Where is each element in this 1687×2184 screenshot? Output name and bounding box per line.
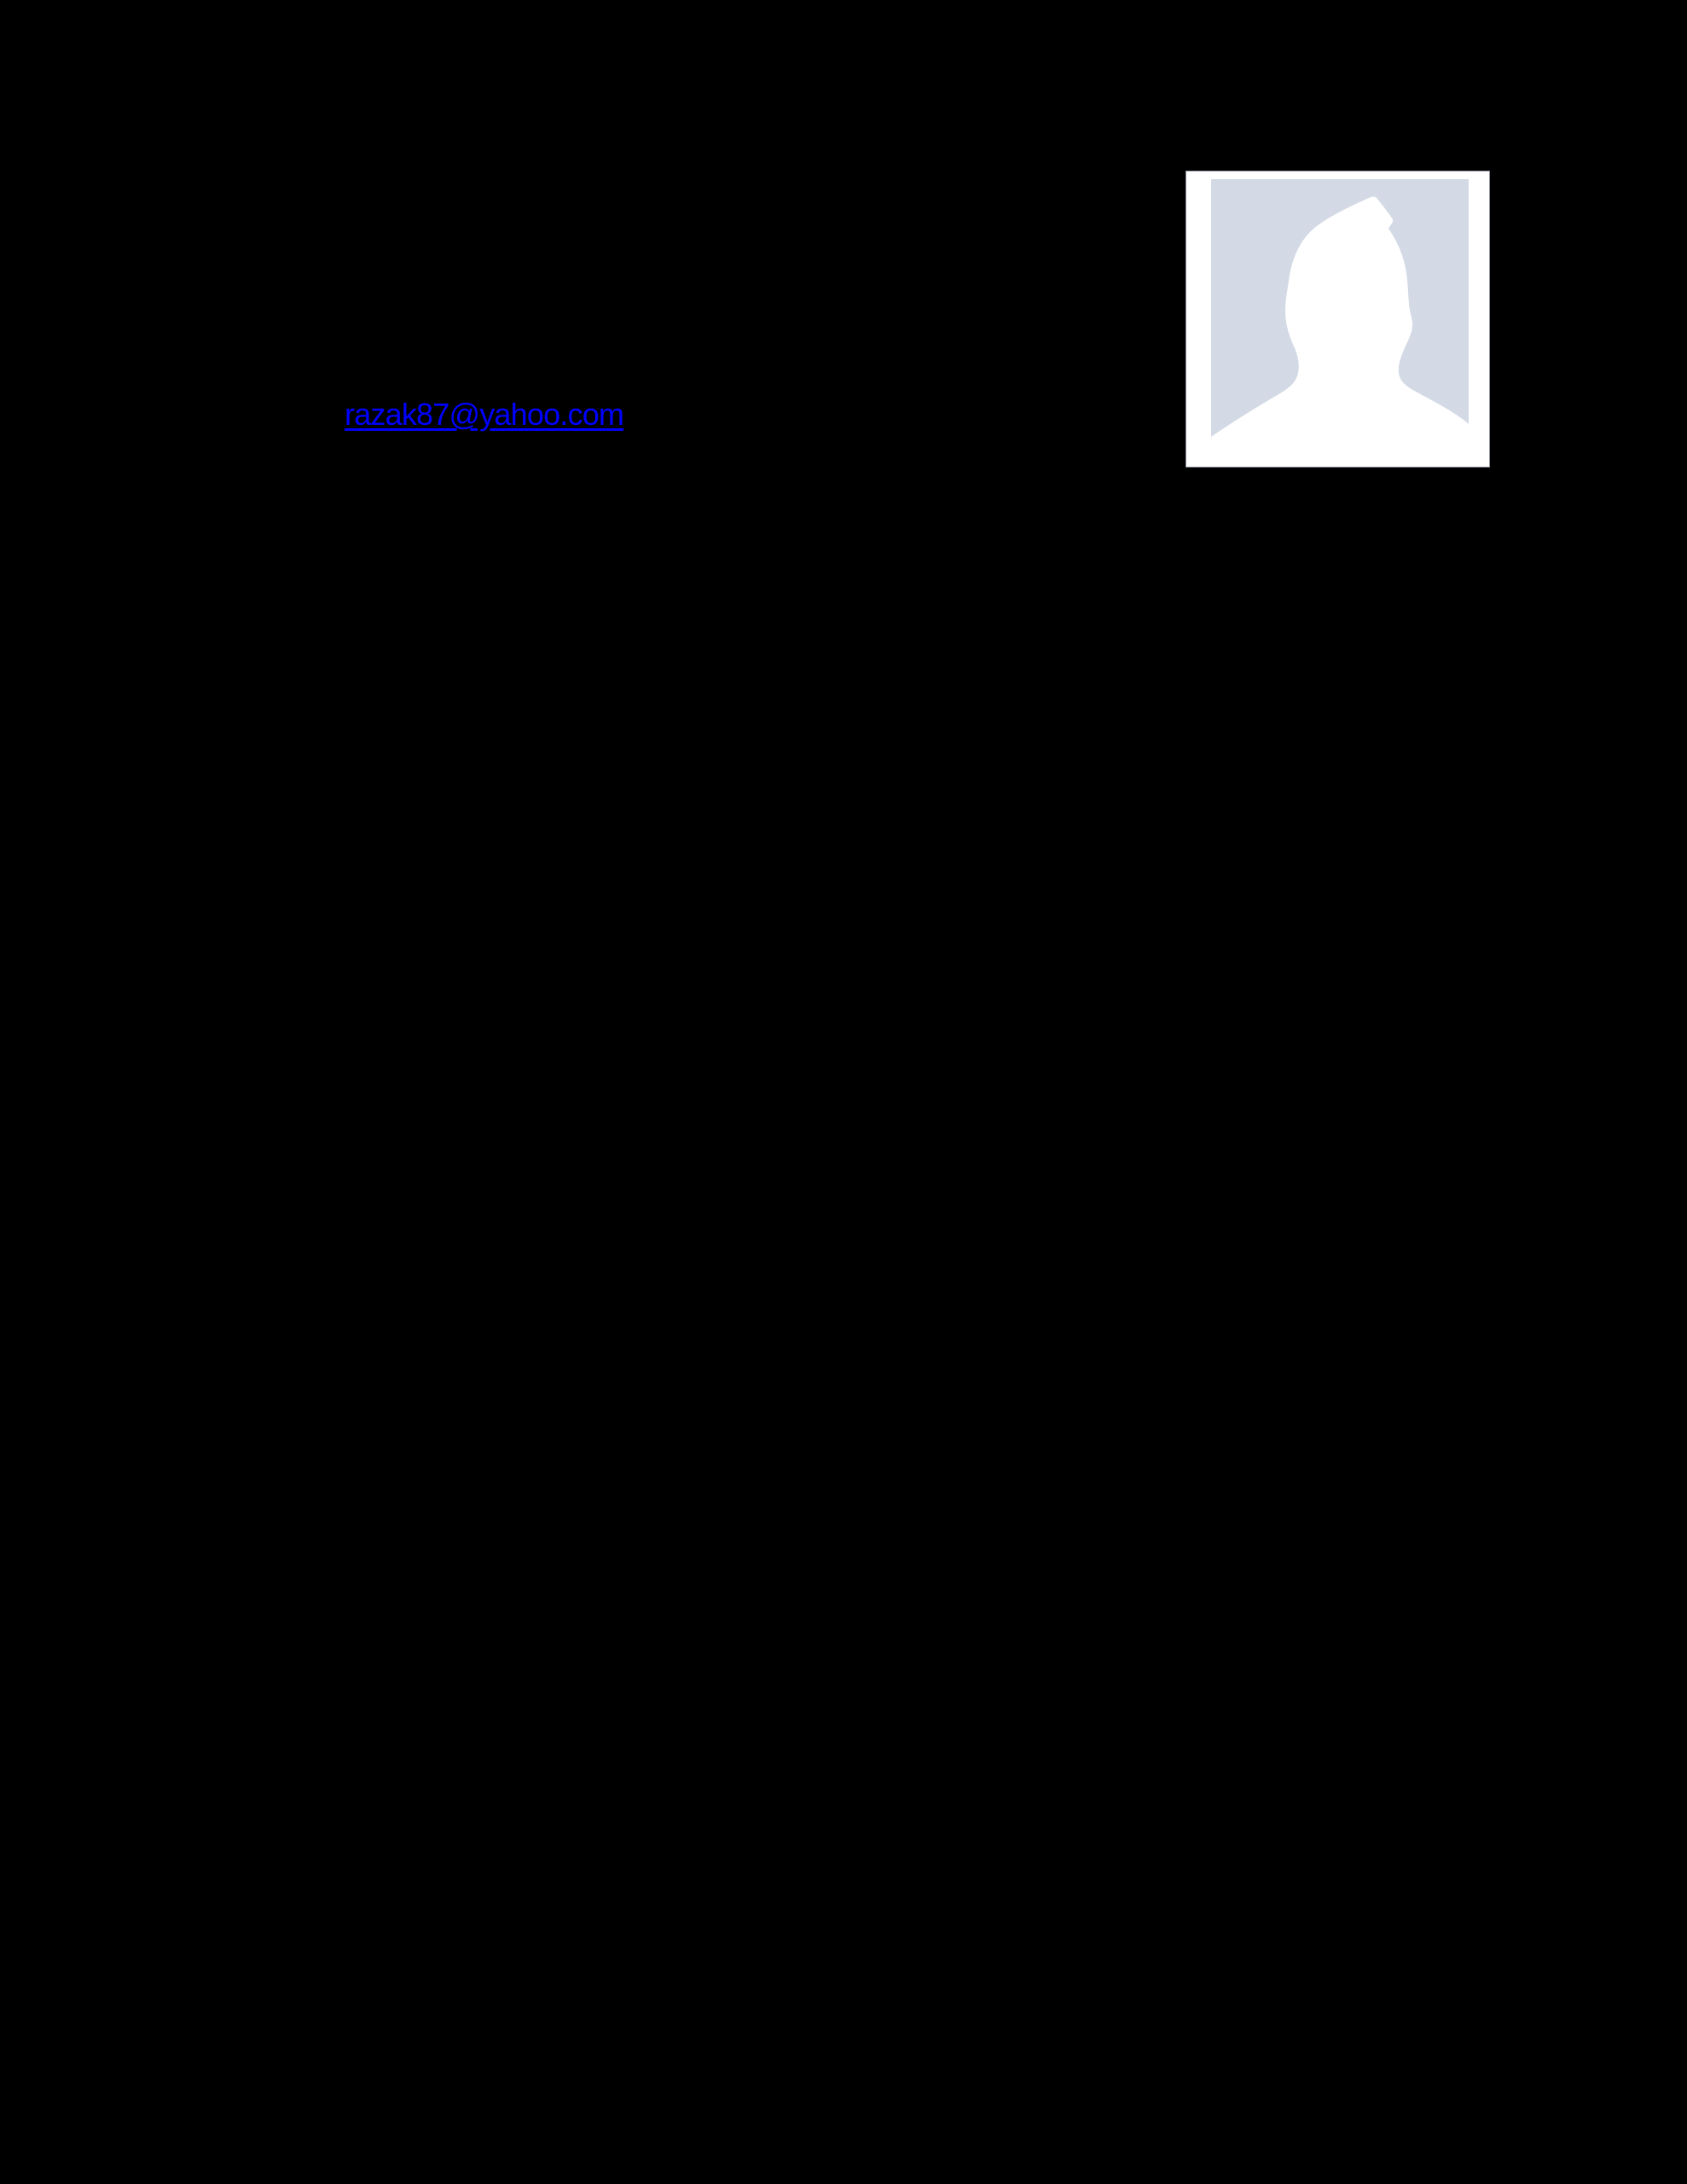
email-link[interactable]: razak87@yahoo.com <box>345 397 624 432</box>
profile-photo <box>1186 171 1490 468</box>
profile-photo-background <box>1211 179 1469 458</box>
person-silhouette-icon <box>1211 179 1469 458</box>
